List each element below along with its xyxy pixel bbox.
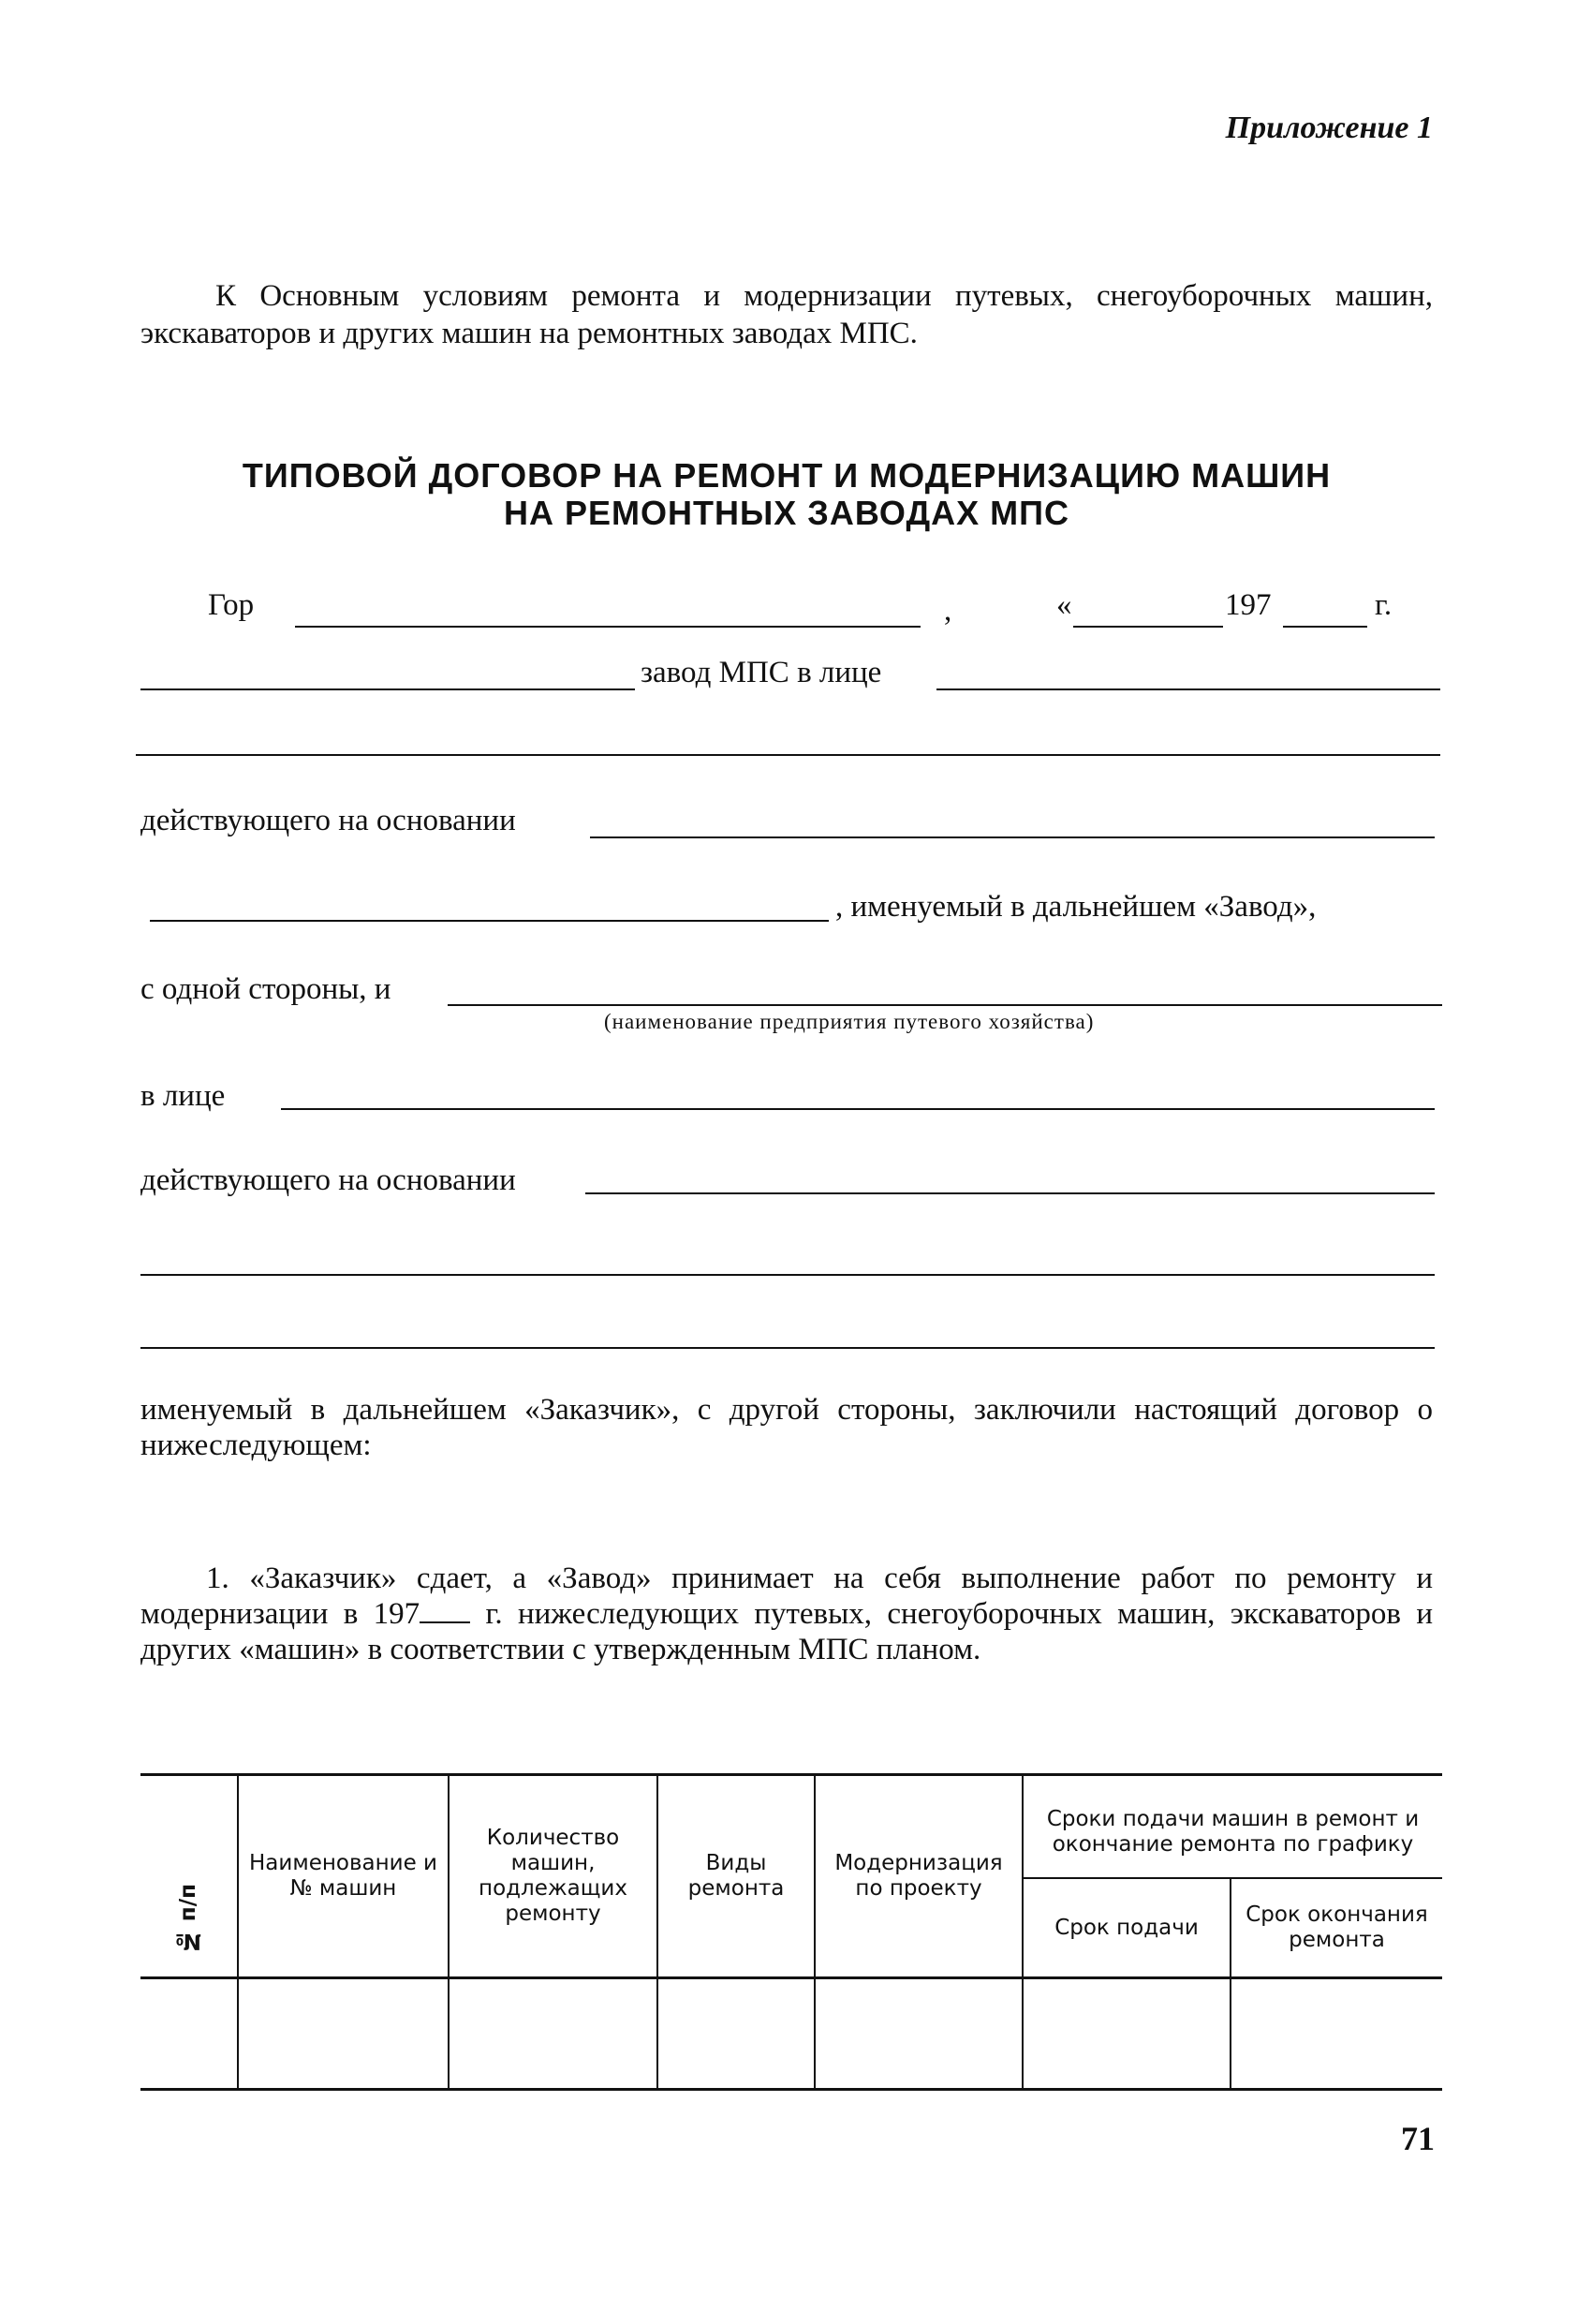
appendix-label: Приложение 1 bbox=[1225, 111, 1433, 145]
city-field[interactable] bbox=[295, 626, 921, 628]
enterprise-field[interactable] bbox=[448, 1004, 1442, 1006]
col-header-repair-type: Виды ремонта bbox=[657, 1775, 815, 1978]
named-customer-paragraph: именуемый в дальнейшем «Заказчик», с другой стороны, заключили настоящий договор о нижеследующем: bbox=[140, 1393, 1433, 1462]
col-header-submit-date: Срок подачи bbox=[1023, 1878, 1231, 1978]
machines-table bbox=[140, 1773, 1442, 2091]
in-person-label: в лице bbox=[140, 1079, 226, 1113]
col-header-modernization: Модернизация по проекту bbox=[815, 1775, 1023, 1978]
cell-submit-date[interactable] bbox=[1023, 1978, 1231, 2090]
document-title-line-2: НА РЕМОНТНЫХ ЗАВОДАХ МПС bbox=[504, 494, 1069, 532]
day-month-field[interactable] bbox=[1073, 626, 1223, 628]
named-plant-text: , именуемый в дальнейшем «Завод», bbox=[835, 890, 1317, 924]
clause-1-part-1: 1. «Заказчик» сдает, а «Завод» принимает на себя выполнение работ по ремонту и модернизации в 197 bbox=[140, 1562, 1433, 1631]
clause-1-part-2: г. нижеследующих путевых, снегоуборочных машин, экскаваторов и других «машин» в соответствии с утвержденным МПС планом. bbox=[140, 1597, 1433, 1666]
plant-representative-field[interactable] bbox=[936, 688, 1440, 690]
document-title-line-1: ТИПОВОЙ ДОГОВОР НА РЕМОНТ И МОДЕРНИЗАЦИЮ МАШИН bbox=[242, 456, 1332, 495]
extra-line-1[interactable] bbox=[140, 1274, 1435, 1276]
city-label: Гор bbox=[208, 588, 255, 622]
cell-quantity[interactable] bbox=[449, 1978, 657, 2090]
col-header-finish-date: Срок окончания ремонта bbox=[1231, 1878, 1442, 1978]
acting-basis-label: действующего на основании bbox=[140, 804, 516, 837]
col-number-label: № п/п bbox=[176, 1883, 200, 1953]
year-field[interactable] bbox=[1283, 626, 1367, 628]
plant-full-name-field[interactable] bbox=[150, 920, 829, 922]
col-header-number bbox=[140, 1775, 238, 1978]
comma-mark: , bbox=[944, 594, 952, 628]
clause-1-year-blank[interactable] bbox=[420, 1597, 470, 1623]
page-number: 71 bbox=[1401, 2120, 1435, 2157]
quote-mark: « bbox=[1056, 588, 1072, 622]
plant-label: завод МПС в лице bbox=[641, 656, 882, 689]
plant-name-field[interactable] bbox=[140, 688, 635, 690]
extra-line-2[interactable] bbox=[140, 1347, 1435, 1349]
cell-number[interactable] bbox=[140, 1978, 238, 2090]
acting-basis-label-2: действующего на основании bbox=[140, 1163, 516, 1197]
cell-finish-date[interactable] bbox=[1231, 1978, 1442, 2090]
intro-paragraph: К Основным условиям ремонта и модернизации путевых, снегоуборочных машин, экскаваторов и других машин на ремонтных заводах МПС. bbox=[140, 279, 1433, 350]
year-suffix: г. bbox=[1375, 588, 1393, 622]
col-header-quantity: Количество машин, подлежащих ремонту bbox=[449, 1775, 657, 1978]
one-side-label: с одной стороны, и bbox=[140, 972, 391, 1006]
col-header-name: Наименование и № машин bbox=[238, 1775, 449, 1978]
cell-modernization[interactable] bbox=[815, 1978, 1023, 2090]
cell-repair-type[interactable] bbox=[657, 1978, 815, 2090]
acting-basis-field[interactable] bbox=[590, 836, 1435, 838]
plant-extra-field[interactable] bbox=[136, 754, 1440, 756]
table-row bbox=[140, 1978, 1442, 2090]
cell-name[interactable] bbox=[238, 1978, 449, 2090]
year-prefix: 197 bbox=[1225, 588, 1272, 622]
clause-1 bbox=[140, 1561, 1433, 1667]
customer-representative-field[interactable] bbox=[281, 1108, 1435, 1110]
acting-basis-field-2[interactable] bbox=[585, 1192, 1435, 1194]
col-header-terms: Сроки подачи машин в ремонт и окончание ремонта по графику bbox=[1023, 1775, 1442, 1879]
enterprise-caption: (наименование предприятия путевого хозяйства) bbox=[604, 1010, 1095, 1033]
